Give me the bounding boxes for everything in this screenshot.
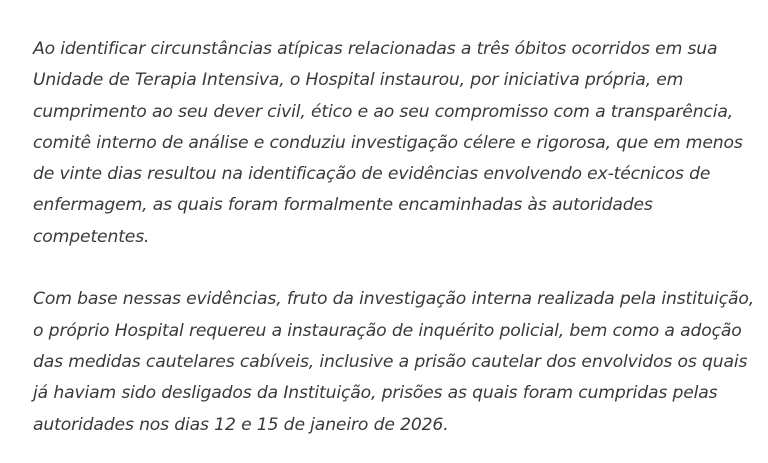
paragraph-1-line-1: Ao identificar circunstâncias atípicas relacionadas a três óbitos ocorridos em sua [33,39,718,59]
paragraph-2-line-3: das medidas cautelares cabíveis, inclusive a prisão cautelar dos envolvidos os quais [33,351,748,372]
paragraph-2-line-1: Com base nessas evidências, fruto da investigação interna realizada pela instituição, [33,289,755,310]
paragraph-1-line-2: Unidade de Terapia Intensiva, o Hospital instaurou, por iniciativa própria, em [33,70,684,91]
paragraph-1-line-7: competentes. [33,226,150,247]
article-body [33,34,763,441]
paragraph-2-line-4: já haviam sido desligados da Instituição, prisões as quais foram cumpridas pelas [33,383,718,404]
paragraph-1-line-5: de vinte dias resultou na identificação de evidências envolvendo ex-técnicos de [33,164,711,185]
paragraph-1-line-6: enfermagem, as quais foram formalmente encaminhadas às autoridades [33,195,653,216]
paragraph-2-line-5: autoridades nos dias 12 e 15 de janeiro de 2026. [33,414,449,435]
paragraph-1-line-4: comitê interno de análise e conduziu investigação célere e rigorosa, que em menos [33,132,743,153]
paragraph-2 [33,284,763,440]
paragraph-1-line-3: cumprimento ao seu dever civil, ético e ao seu compromisso com a transparência, [33,101,734,122]
paragraph-1 [33,34,763,253]
paragraph-2-line-2: o próprio Hospital requereu a instauração de inquérito policial, bem como a adoção [33,320,742,341]
